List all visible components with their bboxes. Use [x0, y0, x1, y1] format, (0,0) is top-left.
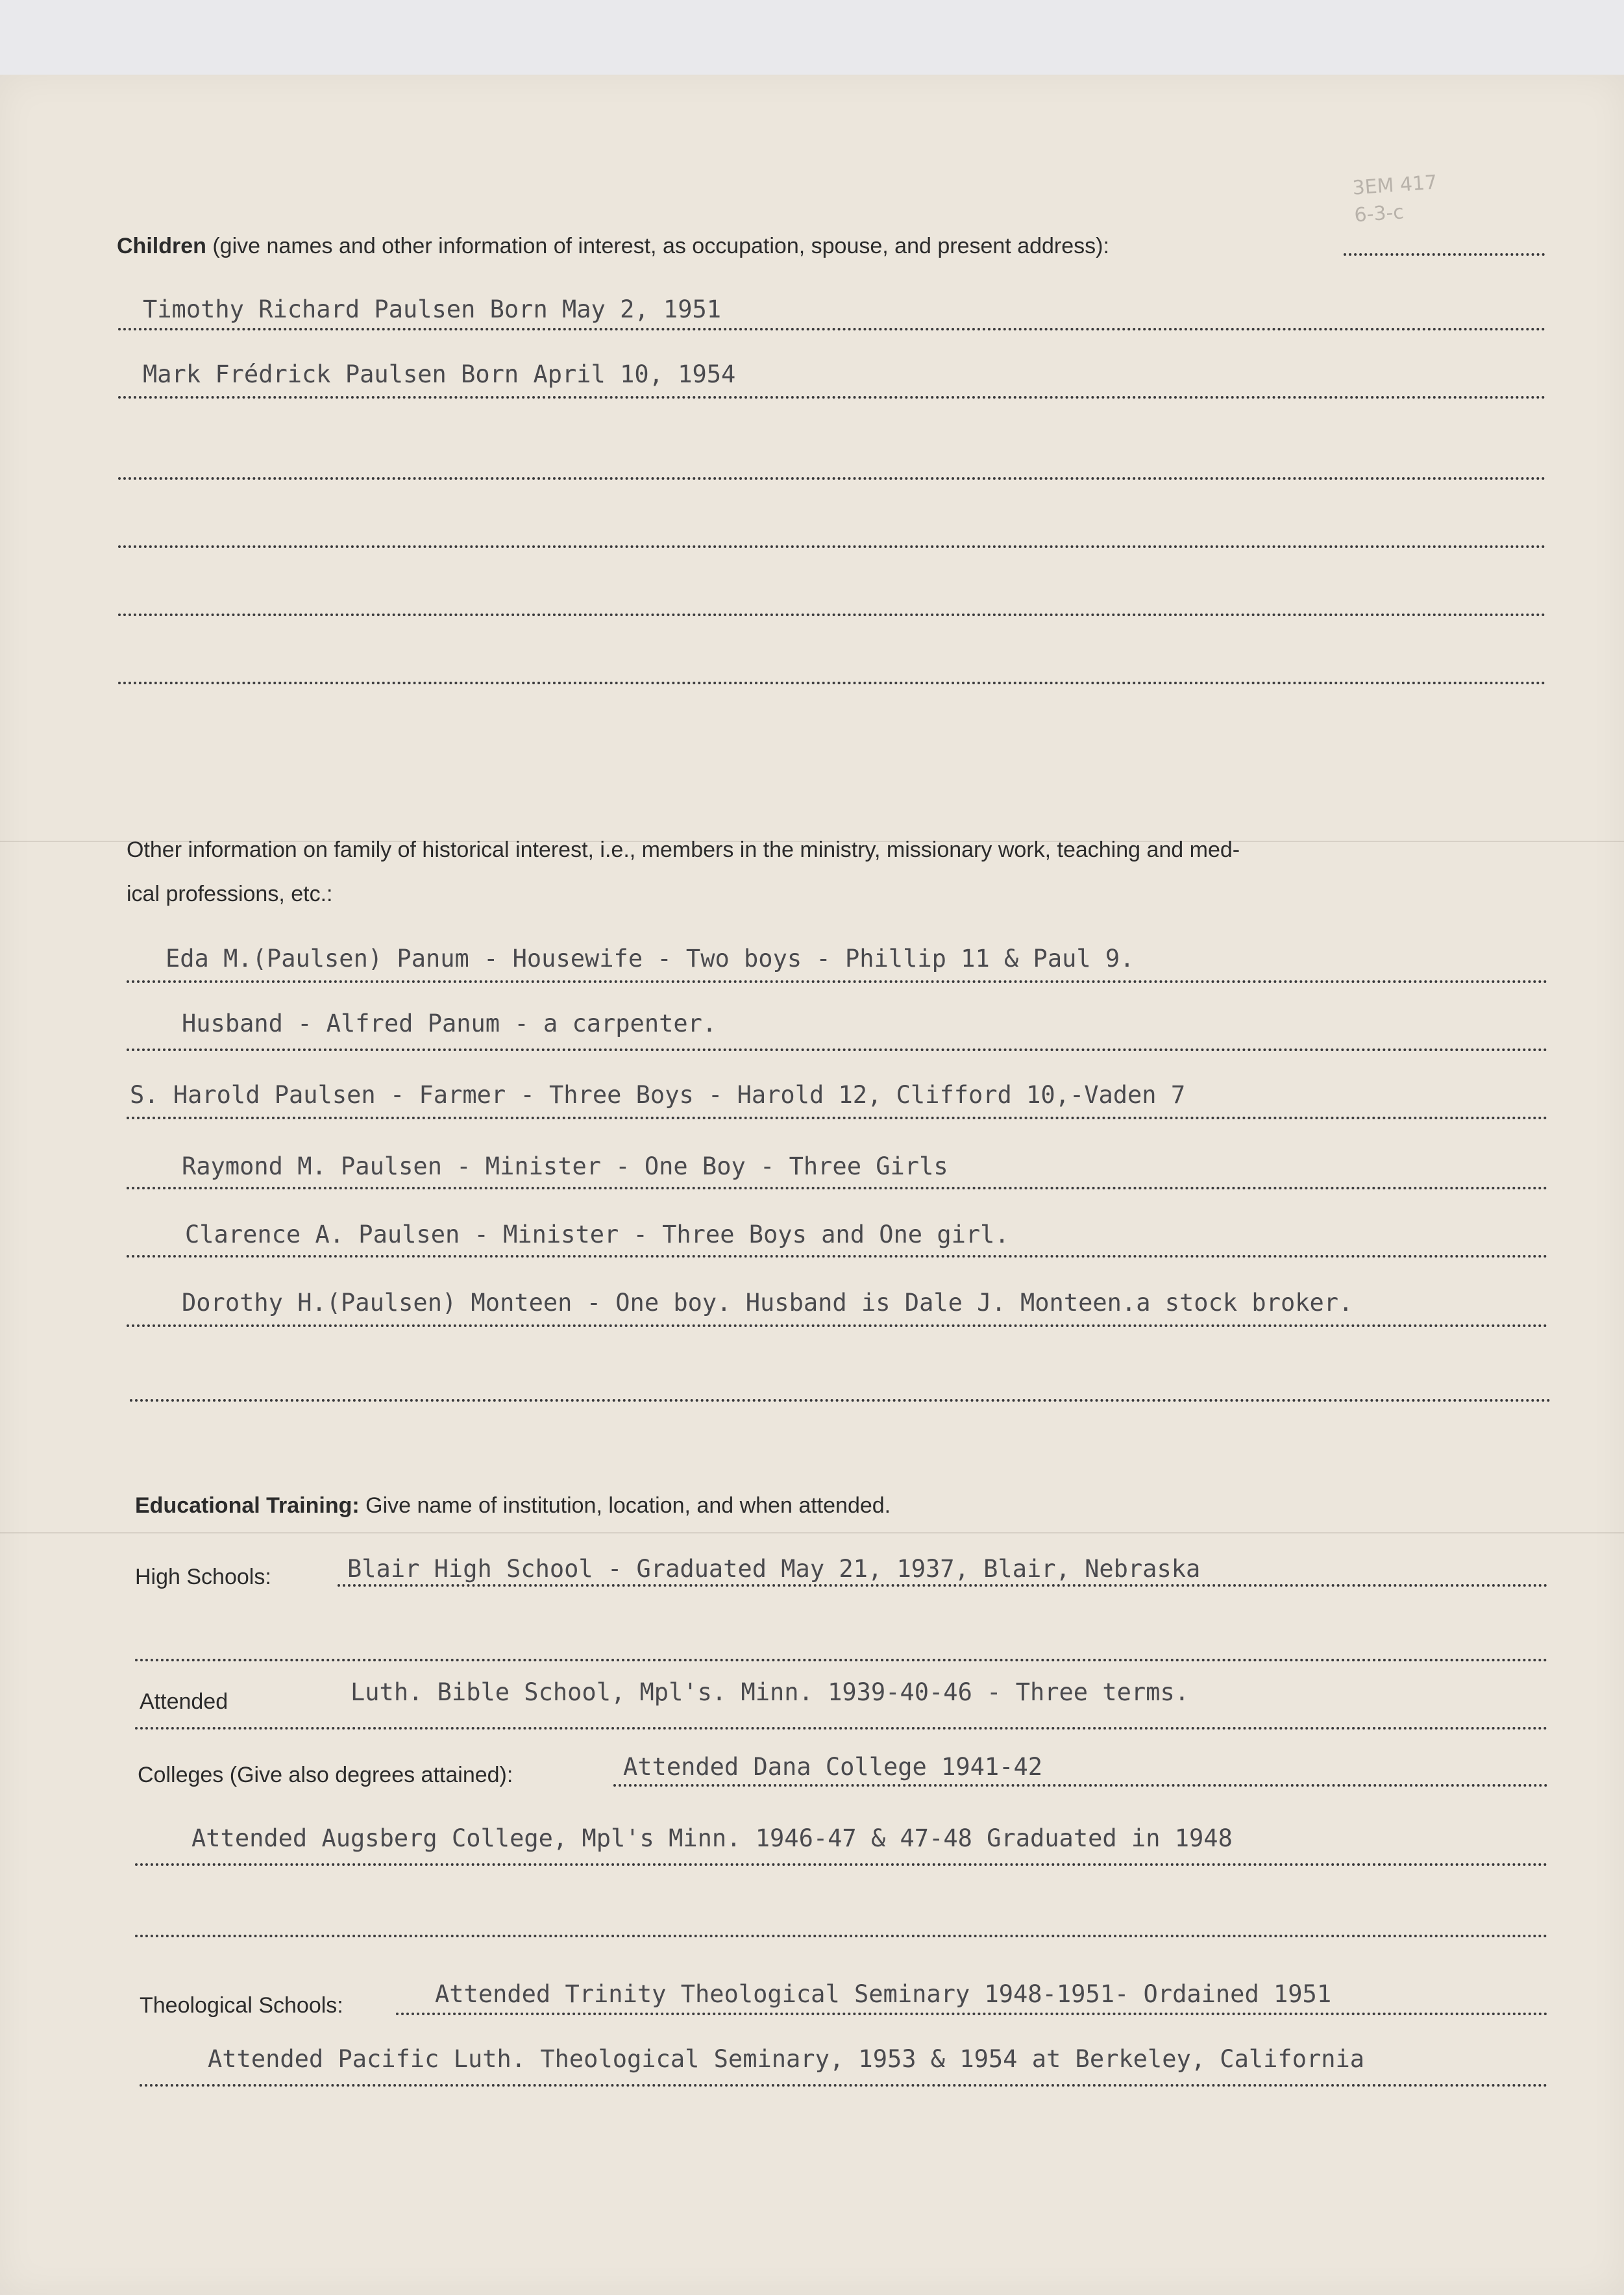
family-entry: S. Harold Paulsen - Farmer - Three Boys - Harold 12, Clifford 10,-Vaden 7: [130, 1081, 1186, 1109]
family-entry: Eda M.(Paulsen) Panum - Housewife - Two boys - Phillip 11 & Paul 9.: [166, 945, 1135, 973]
children-label: Children (give names and other information of interest, as occupation, spouse, and present address):: [117, 234, 1109, 258]
child-entry: Timothy Richard Paulsen Born May 2, 1951: [143, 295, 722, 323]
form-page: [0, 75, 1624, 2295]
theological-label: Theological Schools:: [140, 1993, 343, 2018]
child-entry: Mark Frédrick Paulsen Born April 10, 1954: [143, 360, 736, 388]
colleges-value-2: Attended Augsberg College, Mpl's Minn. 1946-47 & 47-48 Graduated in 1948: [191, 1824, 1233, 1852]
family-entry: Husband - Alfred Panum - a carpenter.: [182, 1010, 717, 1037]
colleges-blank: [135, 1935, 1548, 1937]
colleges-label: Colleges (Give also degrees attained):: [138, 1763, 513, 1787]
family-entry: Clarence A. Paulsen - Minister - Three Boys and One girl.: [185, 1221, 1009, 1248]
attended-value: Luth. Bible School, Mpl's. Minn. 1939-40-46 - Three terms.: [351, 1678, 1190, 1706]
child-entry: [118, 682, 1546, 684]
colleges-value: Attended Dana College 1941-42: [623, 1753, 1043, 1781]
child-entry: [118, 545, 1546, 548]
high-schools-label: High Schools:: [135, 1565, 271, 1589]
other-info-label: Other information on family of historical interest, i.e., members in the ministry, missionary work, teaching and med-: [127, 837, 1240, 862]
child-entry: [118, 477, 1546, 480]
child-entry: [118, 614, 1546, 616]
pencil-annotation: 3EM 417 6-3-c: [1351, 171, 1438, 227]
fold-crease: [0, 1532, 1624, 1533]
theological-value-2: Attended Pacific Luth. Theological Seminary, 1953 & 1954 at Berkeley, California: [208, 2045, 1365, 2073]
education-label: Educational Training: Give name of institution, location, and when attended.: [135, 1493, 891, 1518]
theological-value: Attended Trinity Theological Seminary 1948-1951- Ordained 1951: [435, 1980, 1332, 2008]
attended-label: Attended: [140, 1689, 228, 1714]
family-entry: Raymond M. Paulsen - Minister - One Boy - Three Girls: [182, 1152, 948, 1180]
high-schools-blank: [135, 1659, 1548, 1661]
family-entry: Dorothy H.(Paulsen) Monteen - One boy. Husband is Dale J. Monteen.a stock broker.: [182, 1289, 1353, 1317]
family-entry: [130, 1399, 1551, 1402]
high-schools-value: Blair High School - Graduated May 21, 1937, Blair, Nebraska: [347, 1555, 1201, 1583]
other-info-label-cont: ical professions, etc.:: [127, 882, 333, 906]
